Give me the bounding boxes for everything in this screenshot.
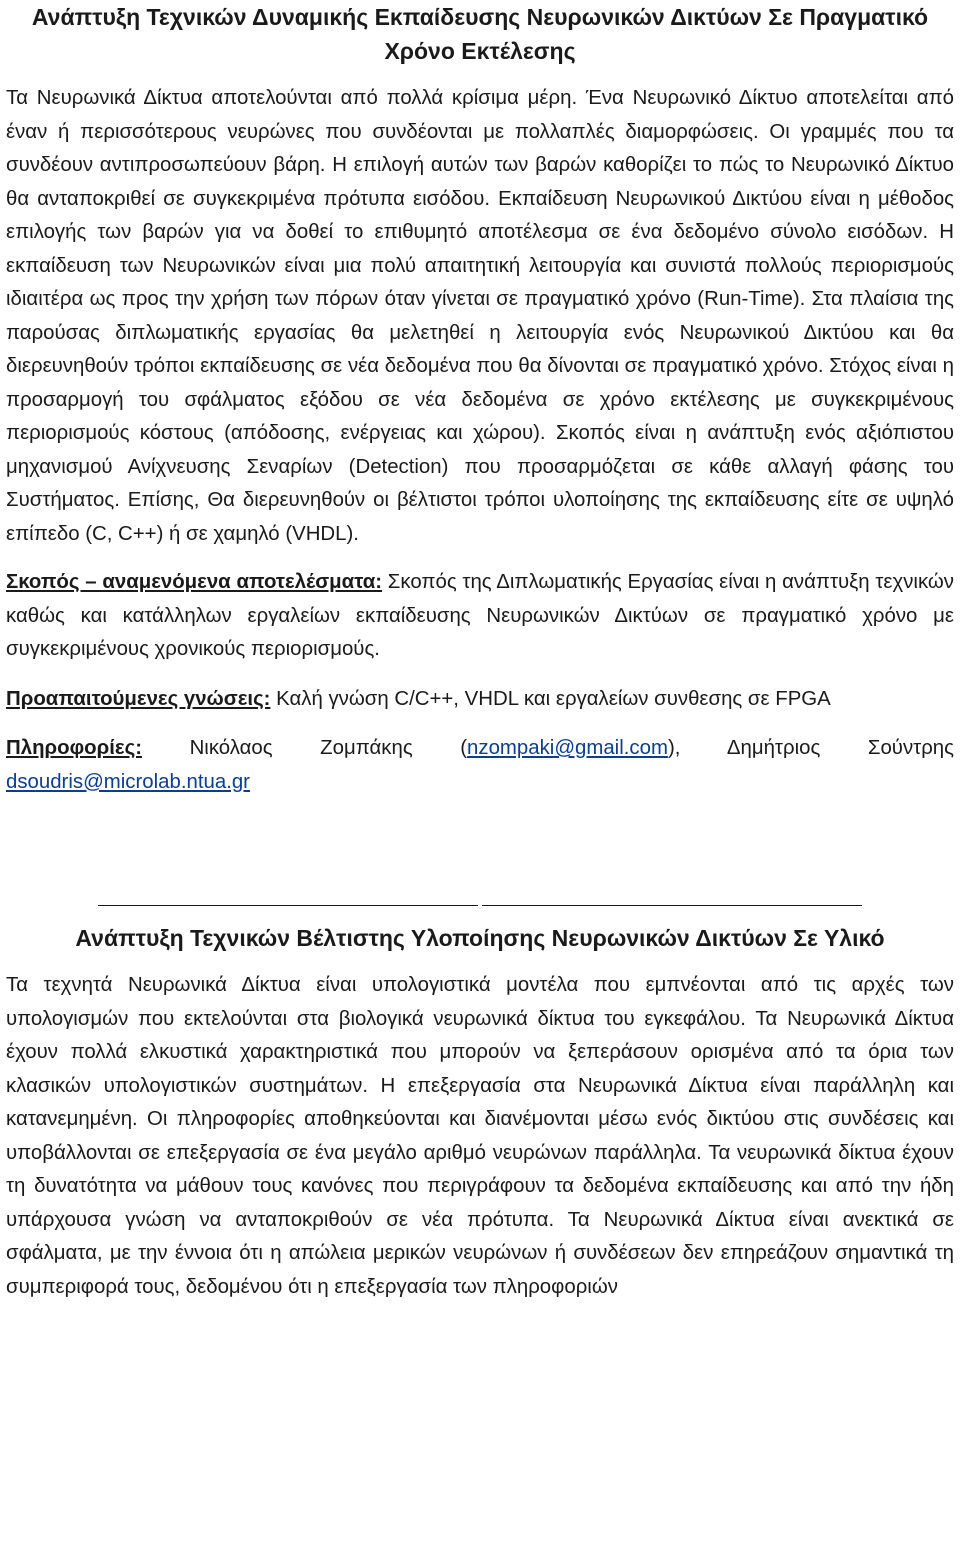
section-separator xyxy=(6,879,954,913)
info-label: Πληροφορίες: xyxy=(6,737,142,759)
email-link-dsoudris[interactable]: dsoudris@microlab.ntua.gr xyxy=(6,770,250,793)
info-paragraph xyxy=(6,732,954,799)
section1-title: Ανάπτυξη Τεχνικών Δυναμικής Εκπαίδευσης Νευρωνικών Δικτύων Σε Πραγματικό Χρόνο Εκτέλεσης xyxy=(31,4,929,64)
info-text-1: Νικόλαος Ζομπάκης ( xyxy=(141,737,468,759)
prerequisites-label: Προαπαιτούμενες γνώσεις: xyxy=(6,687,271,710)
goal-paragraph xyxy=(6,566,954,667)
section2-body: Τα τεχνητά Νευρωνικά Δίκτυα είναι υπολογιστικά μοντέλα που εμπνέονται από τις αρχές των υπολογισμών που εκτελούνται στα βιολογικά νευρωνικά δίκτυα του εγκεφάλου. Τα Νευρωνικά Δίκτυα έχουν πολλά ελκυστικά χαρακτηριστικά που μπορούν να ξεπεράσουν ορισμένα από τα όρια των κλασικών υπολογιστικών συστημάτων. Η επεξεργασία στα Νευρωνικά Δίκτυα είναι παράλληλη και κατανεμημένη. Οι πληροφορίες αποθηκεύονται και διανέμονται μέσω ενός δικτύου στις συνδέσεις και υποβάλλονται σε επεξεργασία σε ένα μεγάλο αριθμό νευρώνων παράλληλα. Τα νευρωνικά δίκτυα έχουν τη δυνατότητα να μάθουν τους κανόνες που περιγράφουν τα δεδομένα εκπαίδευσης και από την ήδη υπάρχουσα γνώση να ανταποκριθούν σε νέα πρότυπα. Τα Νευρωνικά Δίκτυα είναι ανεκτικά σε σφάλματα, με την έννοια ότι η απώλεια μερικών νευρώνων ή συνδέσεων δεν επηρεάζουν σημαντικά τη συμπεριφορά τους, δεδομένου ότι η επεξεργασία των πληροφοριών xyxy=(6,974,954,1298)
email-link-nzompaki[interactable]: nzompaki@gmail.com xyxy=(467,737,668,759)
prerequisites-paragraph xyxy=(6,683,954,717)
info-text-2: ), Δημήτριος Σούντρης xyxy=(667,737,954,759)
separator-line-right xyxy=(482,879,862,906)
separator-line-left xyxy=(98,879,478,906)
section2-title: Ανάπτυξη Τεχνικών Βέλτιστης Υλοποίησης Νευρωνικών Δικτύων Σε Υλικό xyxy=(75,925,885,951)
prerequisites-text: Καλή γνώση C/C++, VHDL και εργαλείων συνθεσης σε FPGA xyxy=(270,687,831,710)
goal-label: Σκοπός – αναμενόμενα αποτελέσματα: xyxy=(6,571,383,593)
section1-body: Τα Νευρωνικά Δίκτυα αποτελούνται από πολλά κρίσιμα μέρη. Ένα Νευρωνικό Δίκτυο αποτελείται από έναν ή περισσότερους νευρώνες που συνδέονται με πολλαπλές διαμορφώσεις. Οι γραμμές που τα συνδέουν αντιπροσωπεύουν βάρη. Η επιλογή αυτών των βαρών καθορίζει το πώς το Νευρωνικό Δίκτυο θα ανταποκριθεί σε συγκεκριμένα πρότυπα εισόδου. Εκπαίδευση Νευρωνικού Δικτύου είναι η μέθοδος επιλογής των βαρών για να δοθεί το επιθυμητό αποτέλεσμα σε ένα δεδομένο σύνολο εισόδων. Η εκπαίδευση των Νευρωνικών είναι μια πολύ απαιτητική λειτουργία και συνιστά πολλούς περιορισμούς ιδιαιτέρα ως προς την χρήση των πόρων όταν γίνεται σε πραγματικό χρόνο (Run-Time). Στα πλαίσια της παρούσας διπλωματικής εργασίας θα μελετηθεί η λειτουργία ενός Νευρωνικού Δικτύου και θα διερευνηθούν τρόποι εκπαίδευσης σε νέα δεδομένα που θα δίνονται σε πραγματικό χρόνο. Στόχος είναι η προσαρμογή του σφάλματος εξόδου σε νέα δεδομένα σε χρόνο εκτέλεσης με συγκεκριμένους περιορισμούς κόστους (απόδοσης, ενέργειας και χώρου). Σκοπός είναι η ανάπτυξη ενός αξιόπιστου μηχανισμού Ανίχνευσης Σεναρίων (Detection) που προσαρμόζεται σε κάθε αλλαγή φάσης του Συστήματος. Επίσης, Θα διερευνηθούν οι βέλτιστοι τρόποι υλοποίησης της εκπαίδευσης είτε σε υψηλό επίπεδο (C, C++) ή σε χαμηλό (VHDL). xyxy=(6,87,954,545)
goal-text: Σκοπός της Διπλωματικής Εργασίας είναι η ανάπτυξη τεχνικών καθώς και κατάλληλων εργαλείων εκπαίδευσης Νευρωνικών Δικτύων σε πραγματικό χρόνο με συγκεκριμένους χρονικούς περιορισμούς. xyxy=(6,571,955,660)
